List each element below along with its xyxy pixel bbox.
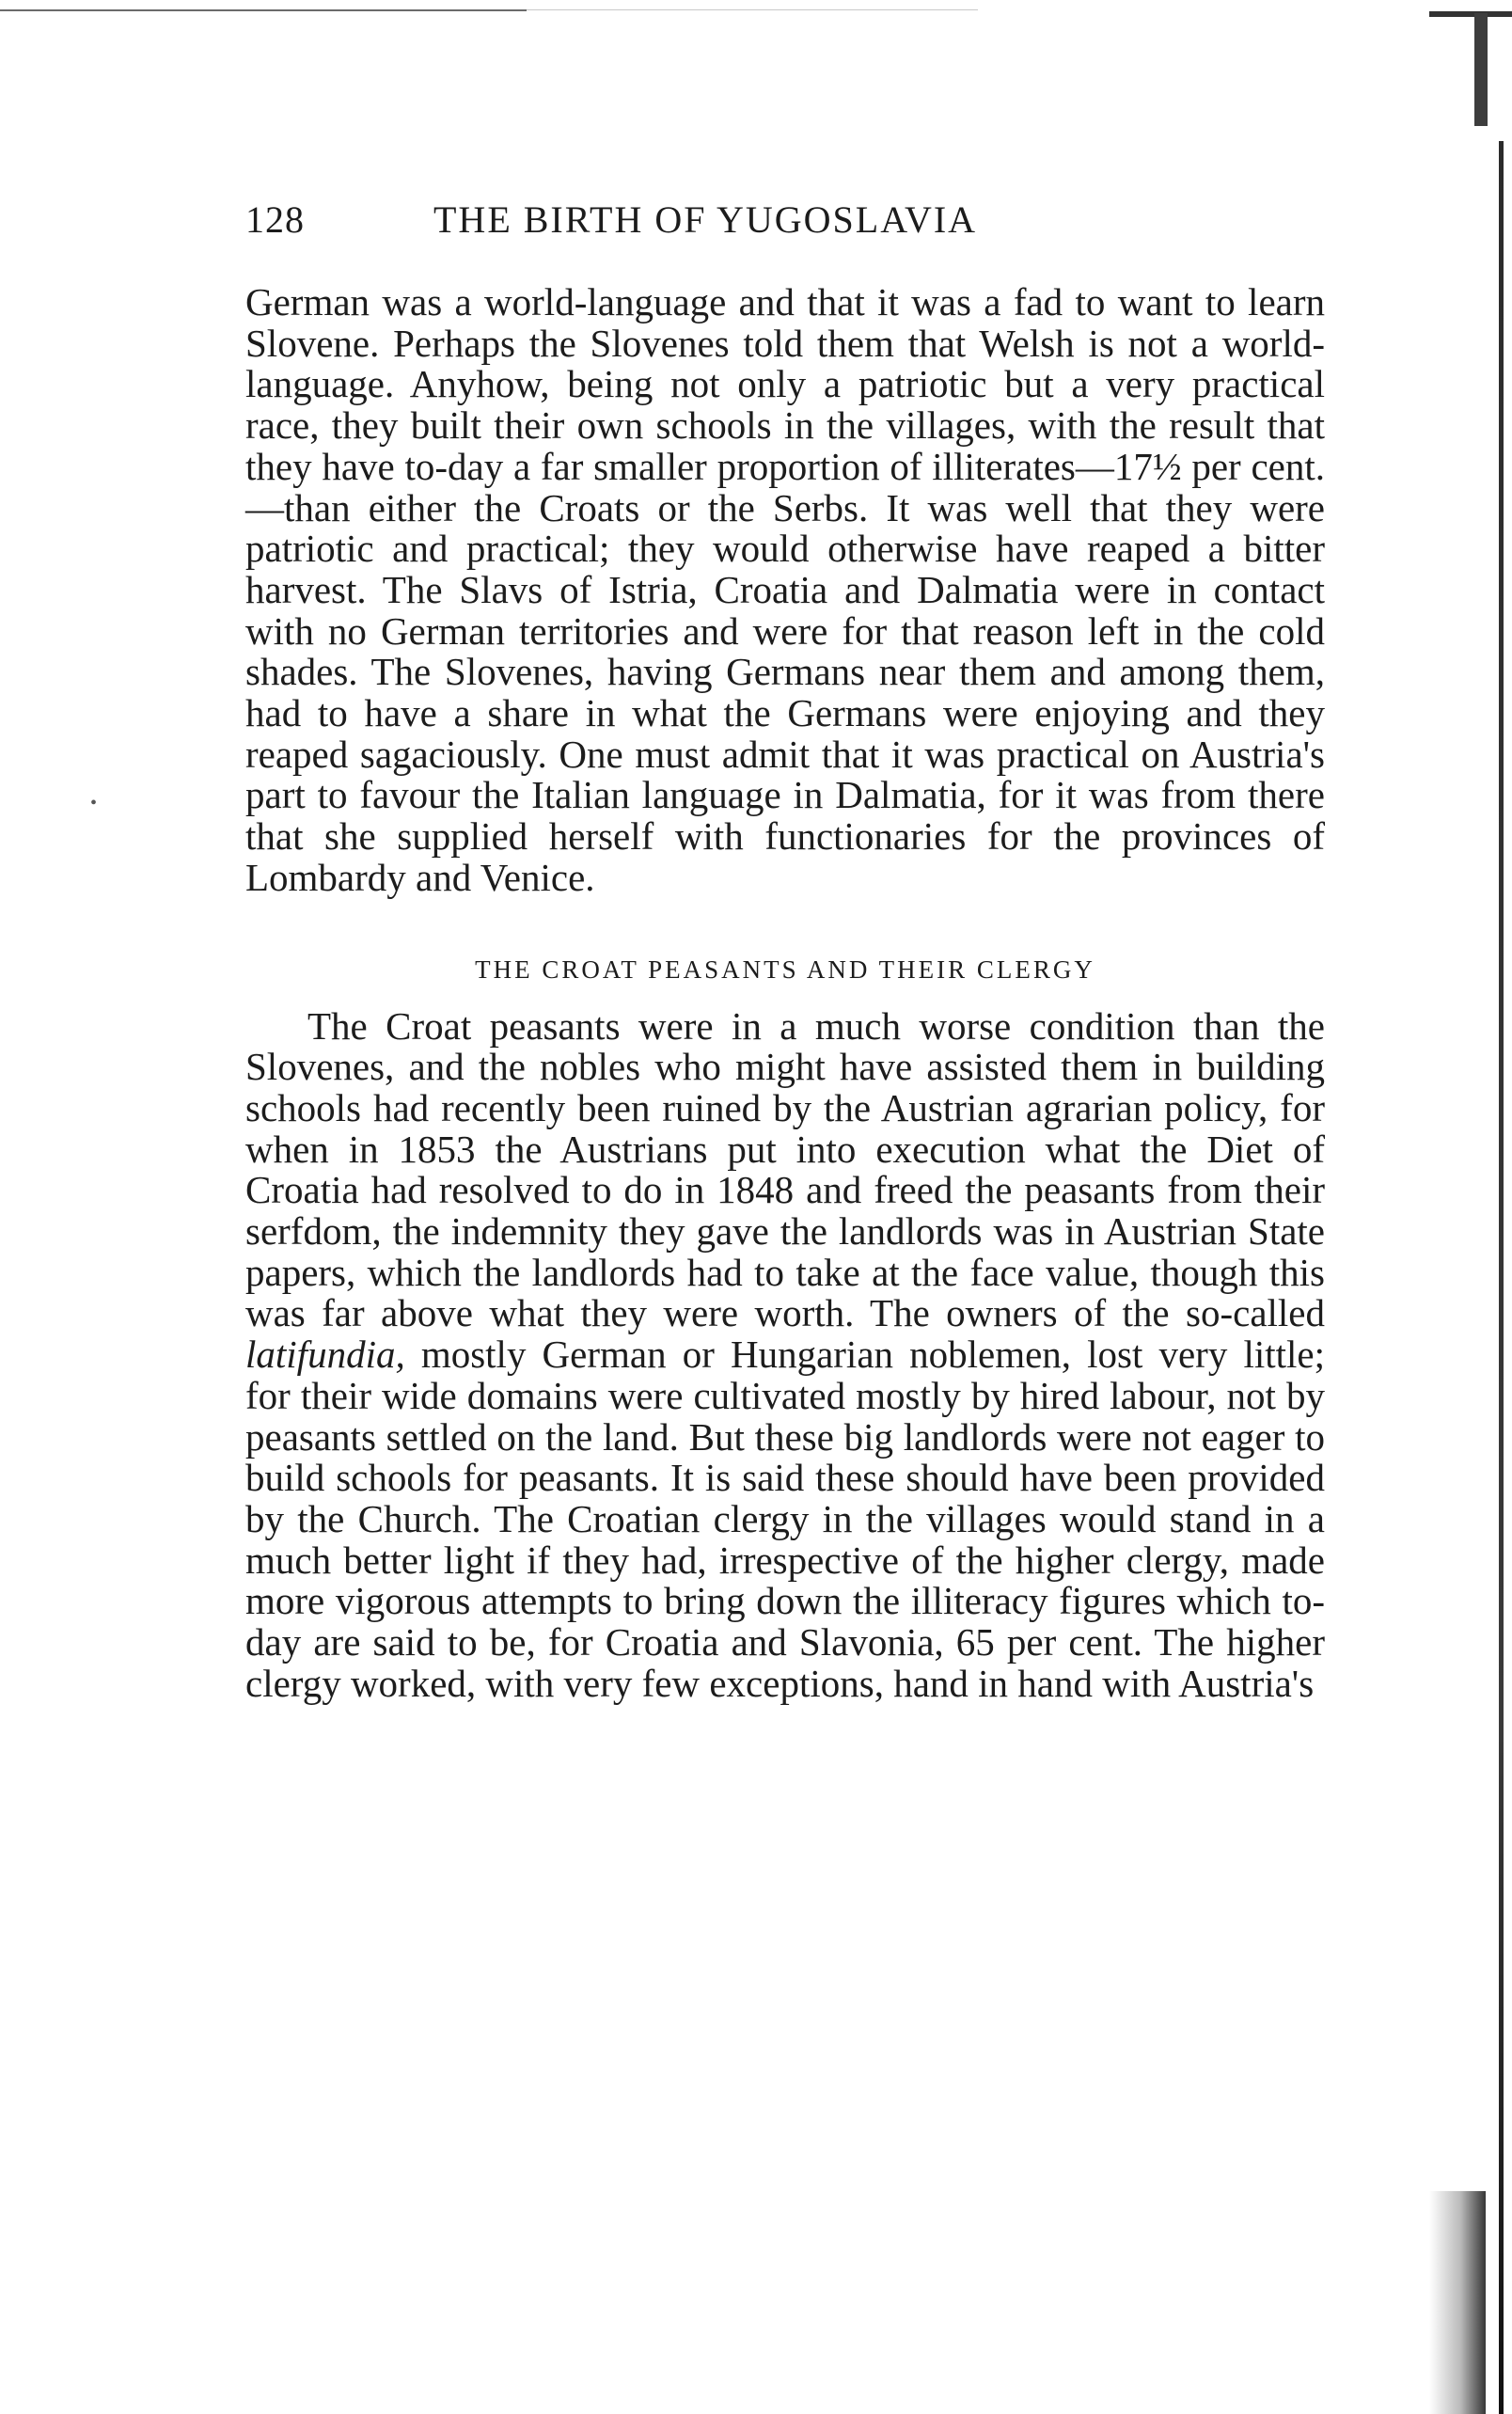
top-edge-rule-faint <box>527 9 978 10</box>
paragraph-2-text-b: mostly German or Hungarian noblemen, lost very little; for their wide domains were cultivated mostly by hired labour, not by peasants settled on the land. But these big landlords were not eager to build schools for peasants. It is said these should have been provided by the Church. The Croatian clergy in the villages would stand in a much better light if they had, irrespective of the higher clergy, made more vigorous attempts to bring down the illiteracy figures which to-day are said to be, for Croatia and Slavonia, 65 per cent. The higher clergy worked, with very few exceptions, hand in hand with Austria's <box>245 1333 1325 1705</box>
binding-corner <box>1429 11 1512 17</box>
binding-hook <box>1474 13 1488 126</box>
body-text <box>245 282 1325 1705</box>
paragraph-2-text-a: The Croat peasants were in a much worse condition than the Slovenes, and the nobles who might have assisted them in building schools had recently been ruined by the Austrian agrarian policy, for when in 1853 the Austrians put into execution what the Diet of Croatia had resolved to do in 1848 and freed the peasants from their serfdom, the indemnity they gave the landlords was in Austrian State papers, which the landlords had to take at the face value, though this was far above what they were worth. The owners of the so-called <box>245 1003 1325 1335</box>
paragraph-2 <box>245 1003 1325 1705</box>
stray-mark: • <box>90 793 98 813</box>
paragraph-1: German was a world-language and that it was a fad to want to learn Slovene. Perhaps the Slovenes told them that Welsh is not a world-language. Anyhow, being not only a patriotic but a very practical race, they built their own schools in the villages, with the result that they have to-day a far smaller proportion of illiterates—17½ per cent.—than either the Croats or the Serbs. It was well that they were patriotic and practical; they would otherwise have reaped a bitter harvest. The Slavs of Istria, Croatia and Dalmatia were in contact with no German territories and were for that reason left in the cold shades. The Slovenes, having Germans near them and among them, had to have a share in what the Germans were enjoying and they reaped sagaciously. One must admit that it was practical on Austria's part to favour the Italian language in Dalmatia, for it was from there that she supplied herself with functionaries for the provinces of Lombardy and Venice. <box>245 280 1325 899</box>
binding-edge <box>1499 141 1504 2414</box>
running-title: THE BIRTH OF YUGOSLAVIA <box>433 198 978 241</box>
section-heading: THE CROAT PEASANTS AND THEIR CLERGY <box>475 955 1095 984</box>
top-edge-rule <box>0 9 527 11</box>
page-number: 128 <box>245 198 305 241</box>
book-page <box>245 197 1325 1705</box>
running-head <box>245 197 1325 254</box>
binding-shadow <box>1429 2191 1486 2414</box>
paragraph-2-italic-term: latifundia, <box>245 1333 405 1377</box>
